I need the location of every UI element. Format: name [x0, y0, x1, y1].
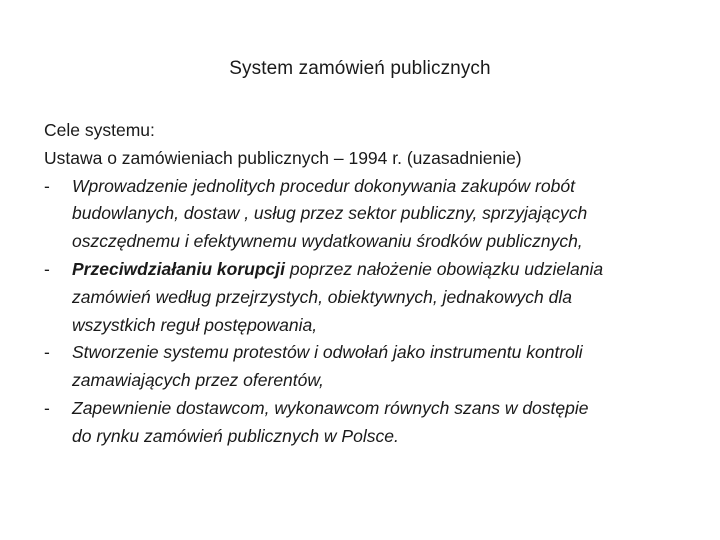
bullet-line: Stworzenie systemu protestów i odwołań jako instrumentu kontroli — [72, 342, 583, 363]
bullet-line: zamówień według przejrzystych, obiektywnych, jednakowych dla — [72, 286, 572, 307]
bullet-line: Wprowadzenie jednolitych procedur dokonywania zakupów robót — [72, 175, 575, 196]
bullet-dash: - — [44, 258, 50, 279]
bullet-line — [72, 256, 684, 284]
corruption-emphasis: Przeciwdziałaniu korupcji — [72, 258, 285, 279]
goals-heading: Cele systemu: — [44, 120, 155, 140]
bullet-dash: - — [44, 175, 50, 196]
bullet-line: budowlanych, dostaw , usług przez sektor publiczny, sprzyjających — [72, 203, 588, 224]
bullet-line: wszystkich reguł postępowania, — [72, 314, 318, 335]
bullet-line-rest: poprzez nałożenie obowiązku udzielania — [284, 258, 604, 279]
bullet-dash: - — [44, 397, 50, 418]
bullet-item — [44, 173, 684, 256]
bullet-line: do rynku zamówień publicznych w Polsce. — [72, 425, 399, 446]
bullet-dash: - — [44, 342, 50, 363]
bullet-line: Zapewnienie dostawcom, wykonawcom równych szans w dostępie — [72, 397, 589, 418]
bullet-item — [44, 256, 684, 339]
bullet-item — [44, 395, 684, 451]
bullet-line: zamawiających przez oferentów, — [72, 370, 324, 391]
bullet-text — [72, 173, 684, 256]
bullet-text — [72, 395, 684, 451]
bullet-item — [44, 339, 684, 395]
bullet-line: oszczędnemu i efektywnemu wydatkowaniu środków publicznych, — [72, 231, 583, 252]
slide-title: System zamówień publicznych — [229, 58, 491, 79]
bullet-text — [72, 339, 684, 395]
bullet-text — [72, 256, 684, 339]
act-subheading: Ustawa o zamówieniach publicznych – 1994 r. (uzasadnienie) — [44, 147, 522, 168]
slide-body — [44, 117, 684, 451]
